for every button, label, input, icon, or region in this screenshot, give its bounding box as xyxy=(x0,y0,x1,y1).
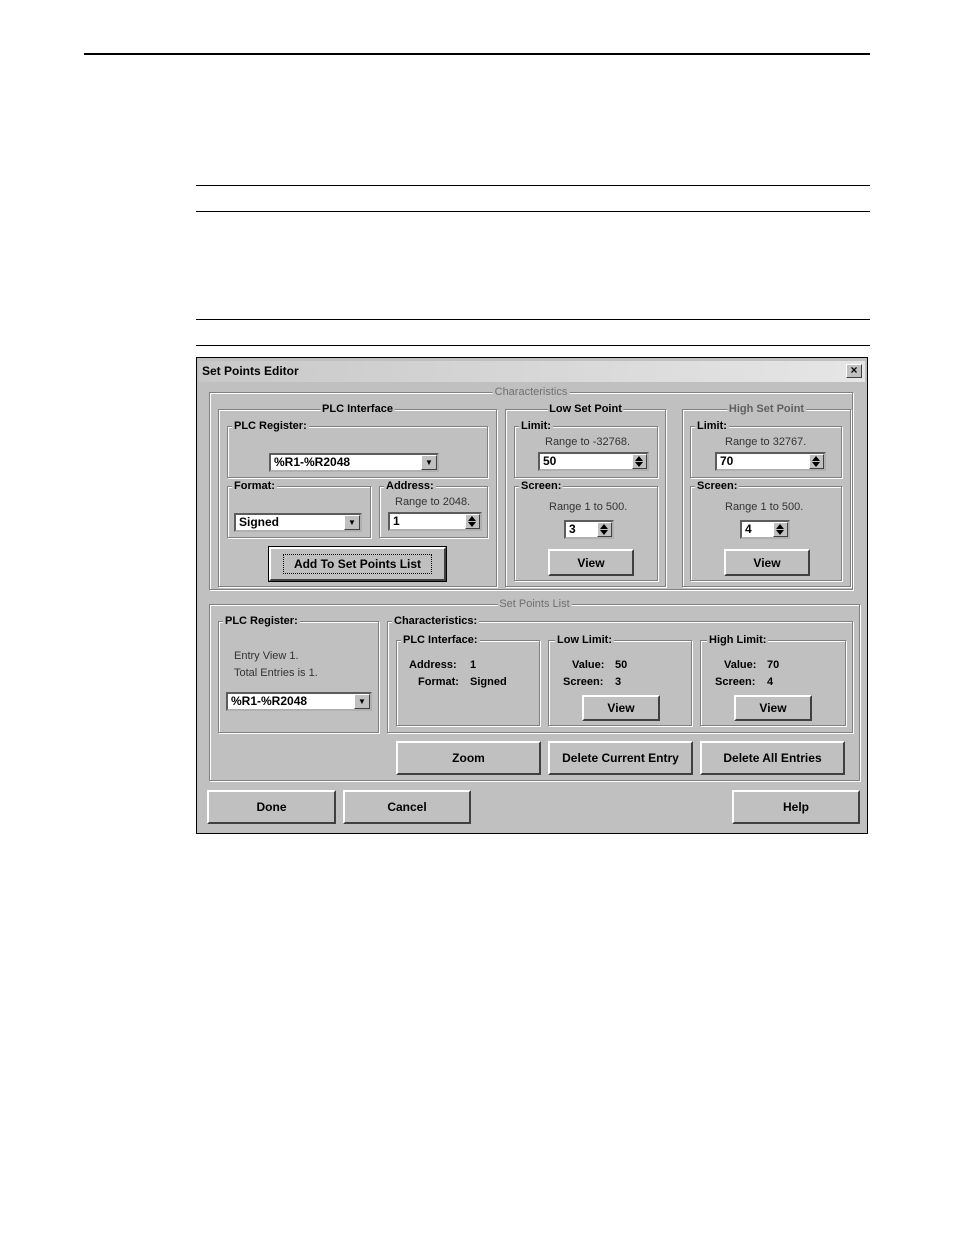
low-limit-range: Range to -32768. xyxy=(545,436,631,448)
spinner-arrows-icon[interactable] xyxy=(632,454,647,469)
high-limit-spinner[interactable] xyxy=(715,452,826,471)
format-select[interactable] xyxy=(234,513,362,532)
plc-register-select[interactable] xyxy=(269,453,439,472)
list-register-select[interactable] xyxy=(226,692,372,711)
entry-view-text: Entry View 1. xyxy=(234,650,299,662)
chevron-down-icon[interactable]: ▼ xyxy=(344,515,360,530)
close-icon: × xyxy=(850,363,858,377)
high-screen-label: Screen: xyxy=(697,480,738,492)
high-limit-group xyxy=(690,420,842,478)
list-high-screen-label: Screen: xyxy=(715,676,756,688)
spinner-arrows-icon[interactable] xyxy=(597,522,612,537)
delete-current-entry-button[interactable]: Delete Current Entry xyxy=(548,741,693,775)
address-range-text: Range to 2048. xyxy=(395,496,471,508)
high-limit-value: 70 xyxy=(720,454,734,468)
list-register-group xyxy=(218,615,379,733)
plc-register-label: PLC Register: xyxy=(234,420,307,432)
address-spinner[interactable] xyxy=(388,512,482,531)
list-characteristics-label: Characteristics: xyxy=(394,615,478,627)
high-limit-range: Range to 32767. xyxy=(725,436,807,448)
high-screen-value: 4 xyxy=(745,522,752,536)
characteristics-label: Characteristics xyxy=(494,386,568,398)
low-screen-value: 3 xyxy=(569,522,576,536)
high-screen-group xyxy=(690,480,842,581)
spinner-arrows-icon[interactable] xyxy=(465,514,480,529)
high-screen-range: Range 1 to 500. xyxy=(725,501,804,513)
dialog-title: Set Points Editor xyxy=(202,364,299,378)
high-view-button[interactable]: View xyxy=(724,549,810,576)
low-screen-range: Range 1 to 500. xyxy=(549,501,628,513)
list-register-label: PLC Register: xyxy=(225,615,298,627)
low-screen-spinner[interactable] xyxy=(564,520,614,539)
characteristics-group xyxy=(209,386,853,590)
plc-interface-group xyxy=(218,403,497,587)
low-limit-value: 50 xyxy=(543,454,557,468)
table-rule-4 xyxy=(196,345,870,346)
list-low-limit-label: Low Limit: xyxy=(557,634,612,646)
spinner-arrows-icon[interactable] xyxy=(773,522,788,537)
done-button[interactable]: Done xyxy=(207,790,336,824)
list-plc-interface-group xyxy=(396,634,540,726)
address-group xyxy=(379,480,488,538)
help-button[interactable]: Help xyxy=(732,790,860,824)
plc-interface-label: PLC Interface xyxy=(322,403,393,415)
low-limit-group xyxy=(514,420,658,478)
list-low-value: 50 xyxy=(615,659,628,671)
list-low-limit-group xyxy=(548,634,692,726)
list-register-value: %R1-%R2048 xyxy=(231,694,308,708)
set-points-list-label: Set Points List xyxy=(499,598,570,610)
high-limit-label: Limit: xyxy=(697,420,727,432)
list-characteristics-group xyxy=(387,615,853,733)
plc-register-group xyxy=(227,420,488,478)
add-button-label: Add To Set Points List xyxy=(283,554,432,574)
add-to-set-points-list-button[interactable] xyxy=(269,547,446,581)
list-address-label: Address: xyxy=(409,659,457,671)
set-points-editor-dialog xyxy=(196,357,868,834)
cancel-button[interactable]: Cancel xyxy=(343,790,471,824)
list-high-limit-label: High Limit: xyxy=(709,634,767,646)
set-points-list-group xyxy=(209,598,860,781)
table-rule-3 xyxy=(196,319,870,320)
zoom-button[interactable]: Zoom xyxy=(396,741,541,775)
address-label: Address: xyxy=(386,480,434,492)
list-high-view-button[interactable]: View xyxy=(734,695,812,721)
list-low-screen-label: Screen: xyxy=(563,676,604,688)
low-set-point-group xyxy=(505,403,666,587)
total-entries-text: Total Entries is 1. xyxy=(234,667,318,679)
table-rule-1 xyxy=(196,185,870,186)
title-bar xyxy=(199,361,865,382)
list-high-value-label: Value: xyxy=(724,659,757,671)
high-screen-spinner[interactable] xyxy=(740,520,790,539)
low-limit-label: Limit: xyxy=(521,420,551,432)
plc-register-value: %R1-%R2048 xyxy=(274,455,351,469)
low-set-point-label: Low Set Point xyxy=(549,403,622,415)
format-label: Format: xyxy=(234,480,275,492)
list-high-screen-value: 4 xyxy=(767,676,774,688)
list-format-label: Format: xyxy=(418,676,459,688)
low-limit-spinner[interactable] xyxy=(538,452,649,471)
table-rule-2 xyxy=(196,211,870,212)
list-plc-interface-label: PLC Interface: xyxy=(403,634,478,646)
format-group xyxy=(227,480,371,538)
list-format-value: Signed xyxy=(470,676,507,688)
close-button[interactable] xyxy=(846,364,862,378)
delete-all-entries-button[interactable]: Delete All Entries xyxy=(700,741,845,775)
list-low-view-button[interactable]: View xyxy=(582,695,660,721)
low-view-button[interactable]: View xyxy=(548,549,634,576)
chevron-down-icon[interactable]: ▼ xyxy=(354,694,370,709)
list-low-value-label: Value: xyxy=(572,659,605,671)
low-screen-label: Screen: xyxy=(521,480,562,492)
list-address-value: 1 xyxy=(470,659,477,671)
top-rule xyxy=(84,53,870,55)
low-screen-group xyxy=(514,480,658,581)
address-value: 1 xyxy=(393,514,400,528)
format-value: Signed xyxy=(239,515,280,529)
list-high-value: 70 xyxy=(767,659,780,671)
high-set-point-group xyxy=(682,403,851,587)
spinner-arrows-icon[interactable] xyxy=(809,454,824,469)
list-low-screen-value: 3 xyxy=(615,676,622,688)
chevron-down-icon[interactable]: ▼ xyxy=(421,455,437,470)
high-set-point-label: High Set Point xyxy=(728,403,805,415)
list-high-limit-group xyxy=(700,634,846,726)
